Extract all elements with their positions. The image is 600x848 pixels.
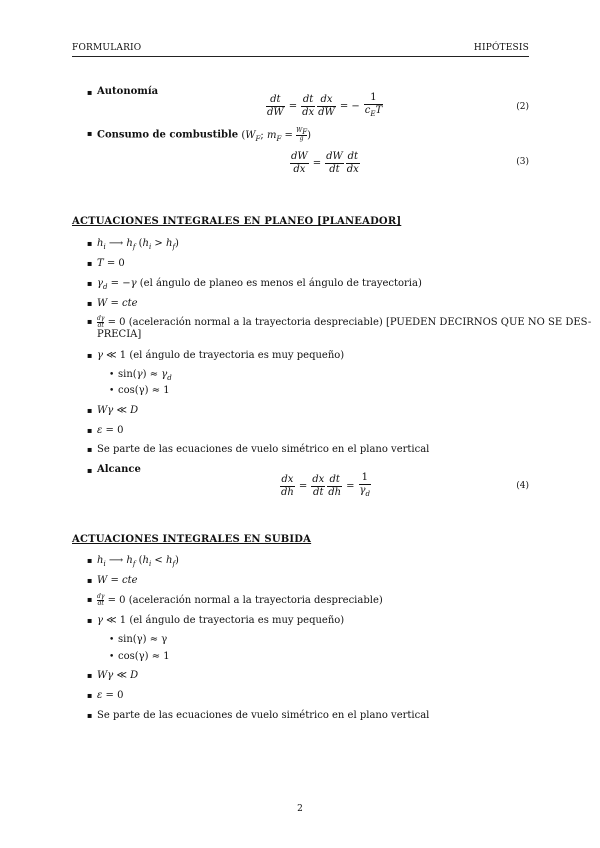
consumo-label: Consumo de combustible xyxy=(97,129,239,141)
header-rule xyxy=(72,56,529,57)
subida-item-dgamma: ▪ $\frac{d\gamma}{dt}$ = 0 (aceleración normal a la trayectoria despreciable) xyxy=(97,594,383,607)
planeo-item-sin: • $\sin(\gamma) \approx \gamma_d$ xyxy=(118,369,172,384)
planeo-item-dgamma: ▪ $\frac{d\gamma}{dt}$ = 0 (aceleración normal a la trayectoria despreciable) [PUEDEN DECIRNOS QUE NO SE DES- xyxy=(97,316,591,329)
planeo-item-eps: ▪ ε = 0 xyxy=(97,425,123,437)
equation-3: $\frac{dW}{dx}$ = $\frac{dW}{dt}$ $\frac{dt}{dx}$ xyxy=(291,151,359,175)
planeo-item-t: ▪ T = 0 xyxy=(97,258,125,270)
subida-item-eps: ▪ ε = 0 xyxy=(97,690,123,702)
header-right: HIPÓTESIS xyxy=(473,43,529,53)
section-title-subida: ACTUACIONES INTEGRALES EN SUBIDA xyxy=(72,534,312,545)
consumo-condition: ($W_F$; $m_F$ = $\frac{W_F}{g}$ ) xyxy=(241,127,311,143)
planeo-item-cos: • cos(γ) ≈ 1 xyxy=(118,385,170,397)
subida-item-w: ▪ W = cte xyxy=(97,575,138,587)
autonomia-label: ▪ Autonomía xyxy=(97,86,158,98)
page-number: 2 xyxy=(297,804,303,814)
subida-item-h: ▪ $h_i$ ⟶ $h_f$ $(h_i < h_f)$ xyxy=(97,555,179,570)
subida-item-cos: • cos(γ) ≈ 1 xyxy=(118,651,170,663)
consumo-item xyxy=(97,128,311,145)
equation-4: $\frac{dx}{dh}$ = $\frac{dx}{dt}$ $\frac{dt}{dh}$ = $\frac{1}{\gamma_d}$ xyxy=(281,472,370,498)
planeo-item-alcance: ▪ Alcance xyxy=(97,464,141,476)
planeo-item-wgamma: ▪ Wγ ≪ D xyxy=(97,405,138,417)
planeo-item-gamma-small: ▪ γ ≪ 1 (el ángulo de trayectoria es muy pequeño) xyxy=(97,350,344,362)
section-title-planeo: ACTUACIONES INTEGRALES EN PLANEO [PLANEADOR] xyxy=(72,216,402,227)
planeo-item-dgamma-cont: PRECIA] xyxy=(97,329,142,340)
subida-item-gamma-small: ▪ γ ≪ 1 (el ángulo de trayectoria es muy pequeño) xyxy=(97,615,344,627)
planeo-item-gamma-d: ▪ $\gamma_d = -\gamma$ (el ángulo de planeo es menos el ángulo de trayectoria) xyxy=(97,278,422,293)
header-left: FORMULARIO xyxy=(72,43,142,53)
subida-item-vertical: ▪ Se parte de las ecuaciones de vuelo simétrico en el plano vertical xyxy=(97,710,429,722)
equation-2-number: (2) xyxy=(516,102,529,112)
planeo-item-w: ▪ W = cte xyxy=(97,298,138,310)
subida-item-wgamma: ▪ Wγ ≪ D xyxy=(97,670,138,682)
equation-3-number: (3) xyxy=(516,157,529,167)
subida-item-sin: • sin(γ) ≈ γ xyxy=(118,634,167,646)
equation-2: $\frac{dt}{dW}$ = $\frac{dt}{dx}$ $\frac{dx}{dW}$ = − $\frac{1}{c_ET}$ xyxy=(267,92,383,118)
equation-4-number: (4) xyxy=(516,481,529,491)
planeo-item-vertical: ▪ Se parte de las ecuaciones de vuelo simétrico en el plano vertical xyxy=(97,444,429,456)
planeo-item-h: ▪ $h_i$ ⟶ $h_f$ $(h_i > h_f)$ xyxy=(97,238,179,253)
